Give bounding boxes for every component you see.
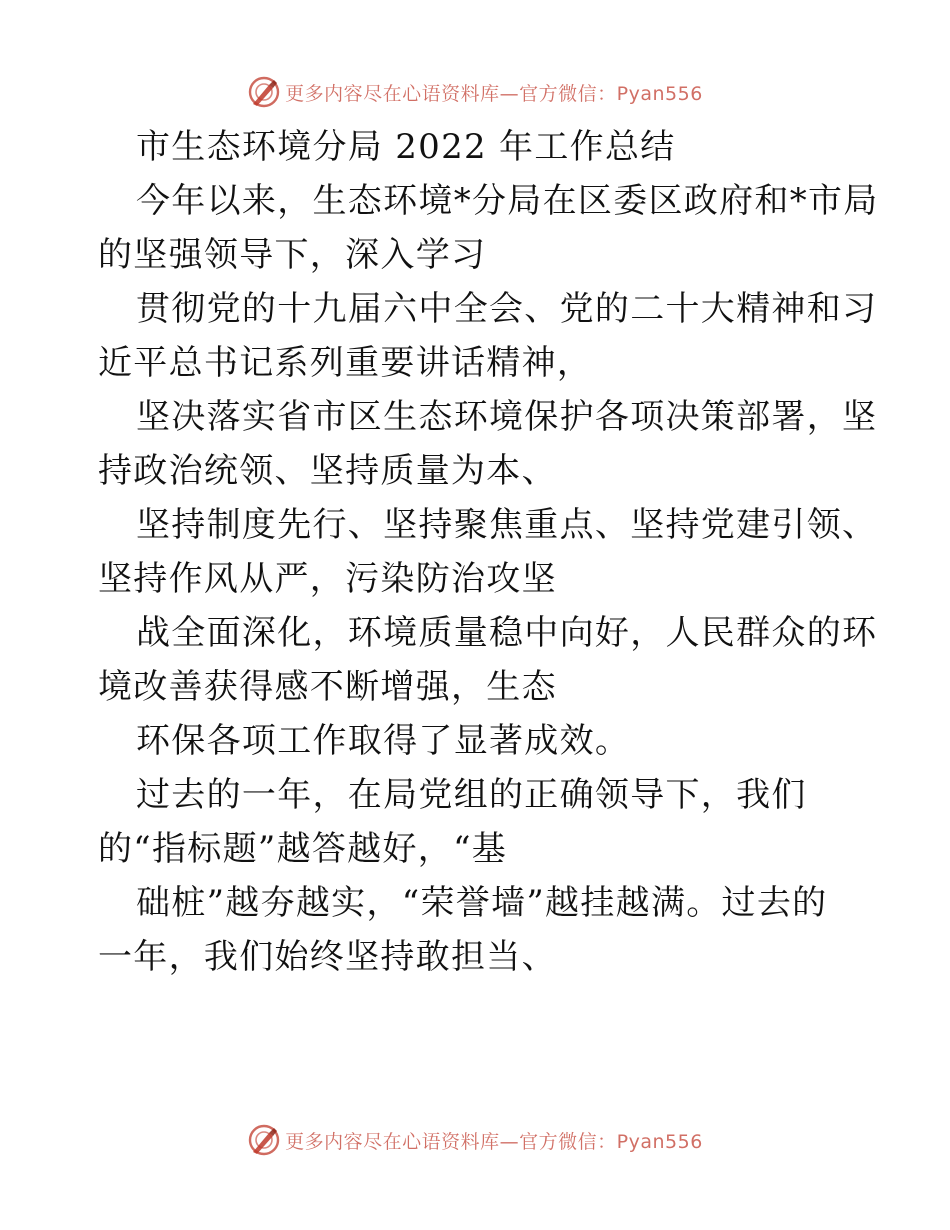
document-body (98, 120, 879, 984)
text-line: 坚持作风从严，污染防治攻坚 (98, 559, 557, 599)
text-line: 境改善获得感不断增强，生态 (98, 667, 557, 707)
text-line: 的“指标题”越答越好，“基 (98, 829, 508, 869)
text-line: 持政治统领、坚持质量为本、 (98, 451, 557, 491)
document-title: 市生态环境分局 2022 年工作总结 (136, 127, 676, 167)
text-line: 一年，我们始终坚持敢担当、 (98, 937, 557, 977)
watermark-text: 更多内容尽在心语资料库—官方微信：Pyan556 (285, 82, 703, 105)
pen-logo-icon (247, 1123, 281, 1157)
pen-logo-icon (247, 75, 281, 109)
text-line: 坚持制度先行、坚持聚焦重点、坚持党建引领、 (136, 505, 878, 545)
watermark-text: 更多内容尽在心语资料库—官方微信：Pyan556 (285, 1130, 703, 1153)
text-line: 今年以来，生态环境*分局在区委区政府和*市局 (136, 181, 879, 221)
text-line: 过去的一年，在局党组的正确领导下，我们 (136, 775, 807, 815)
text-line: 环保各项工作取得了显著成效。 (136, 721, 631, 761)
text-line: 坚决落实省市区生态环境保护各项决策部署，坚 (136, 397, 878, 437)
text-line: 础桩”越夯越实，“荣誉墙”越挂越满。过去的 (136, 883, 828, 923)
header-watermark (0, 72, 950, 112)
text-line: 战全面深化，环境质量稳中向好，人民群众的环 (136, 613, 878, 653)
footer-watermark (0, 1120, 950, 1160)
text-line: 贯彻党的十九届六中全会、党的二十大精神和习 (136, 289, 878, 329)
text-line: 的坚强领导下，深入学习 (98, 235, 487, 275)
text-line: 近平总书记系列重要讲话精神， (98, 343, 593, 383)
